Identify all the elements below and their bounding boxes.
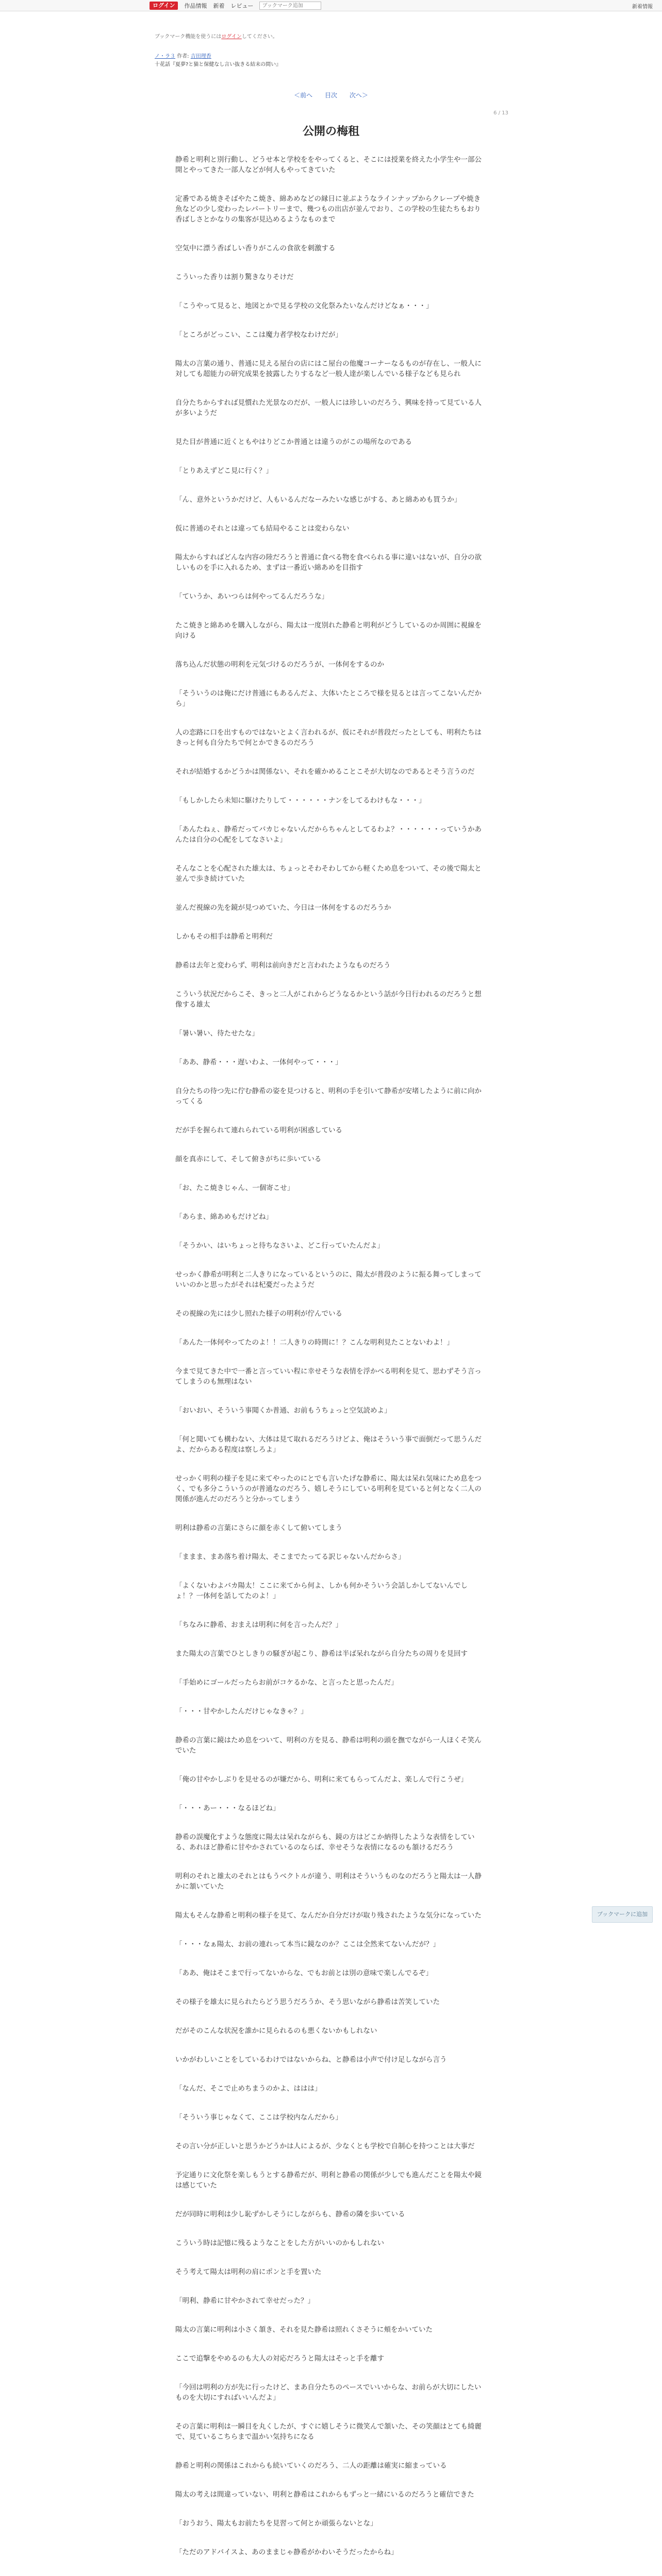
nav-item-review[interactable]: レビュー (230, 3, 254, 9)
body-paragraph: 「そういう事じゃなくて、ここは学校内なんだから」 (175, 2113, 342, 2122)
body-paragraph: 「あらま、綿あめもだけどね」 (175, 1213, 273, 1221)
body-paragraph: 「・・・あー・・・なるほどね」 (175, 1804, 280, 1812)
author-line (155, 52, 211, 59)
body-paragraph: それが結婚するかどうかは関係ない、それを確かめることこそが大切なのであるとそう言うのだ (175, 768, 475, 776)
body-paragraph: 自分たちからすれば見慣れた光景なのだが、一般人には珍しいのだろう、興味を持って見ている人が多いようだ (175, 399, 482, 417)
top-right-link[interactable]: 新着情報 (632, 4, 653, 10)
body-paragraph: 「よくないわよバカ陽太！ここに来てから何よ、しかも何かそういう会話しかしてないんでしょ！？一体何を話してたのよ！」 (175, 1582, 468, 1600)
body-paragraph: しかもその相手は静希と明利だ (175, 933, 273, 941)
body-paragraph: そう考えて陽太は明利の肩にポンと手を置いた (175, 2268, 322, 2276)
body-paragraph: だがそのこんな状況を誰かに見られるのも悪くないかもしれない (175, 2027, 377, 2035)
body-paragraph: 「ああ、俺はそこまで行ってないからな、でもお前とは別の意味で楽しんでるぞ」 (175, 1969, 433, 1977)
body-paragraph: 「明利、静希に甘やかされて幸せだった？」 (175, 2297, 315, 2305)
body-paragraph: こういう時は記憶に残るようなことをした方がいいのかもしれない (175, 2239, 384, 2247)
body-paragraph: 「おいおい、そういう事聞くか普通、お前もうちょっと空気読めよ」 (175, 1406, 391, 1415)
body-paragraph: 静希は去年と変わらず、明利は前向きだと言われたようなものだろう (175, 961, 391, 970)
body-paragraph: 仮に普通のそれとは違っても結局やることは変わらない (175, 524, 350, 533)
body-paragraph: 静希の誤魔化すような態度に陽太は呆れながらも、鏡の方はどこか納得したような表情をしている、あれほど静希に甘やかされているのならば、幸せそうな表情になるのも頷けるだろう (175, 1833, 475, 1852)
body-paragraph: 「そうかい、はいちょっと待ちなさいよ、どこ行っていたんだよ」 (175, 1242, 384, 1250)
body-paragraph: 「あんたねぇ、静希だってバカじゃないんだからちゃんとしてるわよ？・・・・・・っていうかあんたは自分の心配をしてなさいよ」 (175, 825, 482, 844)
body-paragraph: 「ただのアドバイスよ、あのままじゃ静希がかわいそうだったからね」 (175, 2548, 398, 2556)
body-paragraph: こういう状況だからこそ、きっと二人がこれからどうなるかという話が今日行われるのだろうと想像する雄太 (175, 990, 482, 1009)
body-paragraph: 陽太もそんな静希と明利の様子を見て、なんだか自分だけが取り残されたような気分になっていた (175, 1911, 482, 1920)
prev-chapter-link[interactable]: ＜前へ (294, 92, 313, 99)
top-bar (0, 0, 662, 11)
body-paragraph: 落ち込んだ状態の明利を元気づけるのだろうが、一体何をするのか (175, 660, 384, 669)
body-paragraph: 「ていうか、あいつらは何やってるんだろうな」 (175, 592, 328, 601)
index-link[interactable]: 目次 (324, 92, 337, 99)
body-paragraph: 「ちなみに静希、おまえは明利に何を言ったんだ？」 (175, 1621, 342, 1629)
page-count: 6 / 13 (493, 110, 508, 116)
body-paragraph: 静希の言葉に鏡はため息をついて、明利の方を見る、静希は明利の頭を撫でながら一人ほくそ笑んでいた (175, 1736, 482, 1755)
nav-item-works[interactable]: 作品情報 (184, 3, 207, 9)
body-paragraph: また陽太の言葉でひとしきりの騒ぎが起こり、静希は半ば呆れながら自分たちの周りを見回す (175, 1650, 468, 1658)
body-paragraph: 空気中に漂う香ばしい香りがこんの食欲を刺激する (175, 244, 336, 252)
author-link[interactable]: 吉田理香 (190, 54, 211, 59)
login-button[interactable]: ログイン (150, 2, 178, 10)
author-label: 作者: (177, 54, 189, 59)
notice-prefix: ブックマーク機能を使うには (155, 34, 222, 40)
body-paragraph: 並んだ視線の先を鏡が見つめていた、今日は一体何をするのだろうか (175, 904, 391, 912)
body-paragraph: 「おうおう、陽太もお前たちを見習って何とか頑張らないとな」 (175, 2519, 377, 2528)
body-paragraph: せっかく明利の様子を見に来てやったのにとでも言いたげな静希に、陽太は呆れ気味にため息をつく、でも多分こういうのが普通なのだろう、嬉しそうにしている明利を見ていると何となく二人の関係が進んだのだろうと分かってしまう (175, 1475, 482, 1503)
body-paragraph: 定番である焼きそばやたこ焼き、綿あめなどの縁日に並ぶようなラインナップからクレープや焼き魚などの少し変わったレパートリーまで、幾つもの出店が並んでおり、この学校の生徒たちもおり香ばしさとかなりの集客が見込めるようなものまで (175, 195, 481, 224)
top-nav (150, 2, 321, 10)
body-paragraph: 陽太の言葉の通り、普通に見える屋台の店にはこ屋台の他魔コーナーなるものが存在し、一般人に対しても超能力の研究成果を披露したりするなど一般人達が楽しんでいる様子なども見られ (175, 360, 482, 378)
body-paragraph: 見た目が普通に近くともやはりどこか普通とは違うのがこの場所なのである (175, 438, 412, 446)
body-paragraph: 「何と聞いても構わない、大体は見て取れるだろうけどよ、俺はそういう事で面倒だって思うんだよ、だからある程度は察しろよ」 (175, 1435, 482, 1454)
body-paragraph: 「もしかしたら未知に駆けたりして・・・・・・ナンをしてるわけもな・・・」 (175, 796, 426, 805)
body-paragraph: こういった香りは割り驚きなりそけだ (175, 273, 294, 281)
body-paragraph: 「・・・甘やかしたんだけじゃなきゃ？」 (175, 1707, 308, 1716)
next-chapter-link[interactable]: 次へ＞ (349, 92, 368, 99)
body-paragraph: 「とりあえずどこ見に行く？」 (175, 467, 273, 475)
body-paragraph: 「暑い暑い、待たせたな」 (175, 1029, 259, 1038)
novel-body (175, 155, 487, 2576)
body-paragraph: 静希と明利と別行動し、どうせ本と学校ををやってくると、そこには授業を終えた小学生や一部公開とやってきた一部人などが何人もやってきていた (175, 156, 482, 174)
body-paragraph: せっかく静希が明利と二人きりになっているというのに、陽太が普段のように振る舞ってしまっていいのかと思ったがそれは杞憂だったようだ (175, 1270, 482, 1289)
body-paragraph: 「ままま、まあ落ち着け陽太、そこまでたってる訳じゃないんだからさ」 (175, 1553, 405, 1561)
body-paragraph: 予定通りに文化祭を楽しもうとする静希だが、明利と静希の関係が少しでも進んだことを陽太や鏡は感じていた (175, 2171, 482, 2190)
body-paragraph: 明利のそれと雄太のそれとはもうベクトルが違う、明利はそういうものなのだろうと陽太は一人静かに頷いていた (175, 1872, 482, 1891)
body-paragraph: 「俺の甘やかしぶりを見せるのが嫌だから、明利に来てもらってんだよ、楽しんで行こうぜ」 (175, 1775, 468, 1784)
chapter-subtitle: 十花話『夏夢?と猫と保健なし言い抜きる結末の間い』 (155, 62, 282, 67)
body-paragraph: 「ところがどっこい、ここは魔力者学校なわけだが」 (175, 331, 342, 339)
body-paragraph: 「お、たこ焼きじゃん、一個寄こせ」 (175, 1184, 294, 1192)
body-paragraph: 「ああ、静希・・・遅いわよ、一体何やって・・・」 (175, 1058, 342, 1066)
body-paragraph: 陽太からすればどんな内容の陸だろうと普通に食べる物を食べられる事に違いはないが、自分の欲しいものを手に入れるため、まずは一番近い綿あめを目指す (175, 553, 482, 572)
body-paragraph: たこ焼きと綿あめを購入しながら、陽太は一度別れた静希と明利がどうしているのか周囲に視線を向ける (175, 621, 482, 640)
nav-item-new[interactable]: 新着 (213, 3, 225, 9)
body-paragraph: いかがわしいことをしているわけではないからね、と静希は小声で付け足しながら言う (175, 2056, 447, 2064)
body-paragraph: その言い分が正しいと思うかどうかは人によるが、少なくとも学校で自制心を持つことは大事だ (175, 2142, 475, 2150)
body-paragraph: だが手を握られて連れられている明利が困惑している (175, 1126, 342, 1134)
body-paragraph: ここで追撃をやめるのも大人の対応だろうと陽太はそっと手を離す (175, 2354, 384, 2363)
body-paragraph: その視線の先には少し照れた様子の明利が佇んでいる (175, 1310, 342, 1318)
chapter-title: 公開の梅租 (302, 125, 359, 138)
body-paragraph: その言葉に明利は一瞬目を丸くしたが、すぐに嬉しそうに微笑んで頷いた、その笑顔はとても綺麗で、見ているこちらまで温かい気持ちになる (175, 2422, 482, 2441)
body-paragraph: 顔を真赤にして、そして俯きがちに歩いている (175, 1155, 322, 1163)
body-paragraph: 「ん、意外というかだけど、人もいるんだなーみたいな感じがする、あと綿あめも買うか」 (175, 496, 461, 504)
chapter-nav-top (0, 91, 662, 99)
series-link[interactable]: ノ・ラ３ (155, 54, 175, 59)
body-paragraph: 「なんだ、そこで止めちまうのかよ、ははは」 (175, 2084, 322, 2093)
body-paragraph: 明利は静希の言葉にさらに顔を赤くして俯いてしまう (175, 1524, 342, 1532)
body-paragraph: 静希と明利の関係はこれからも続いていくのだろう、二人の距離は確実に縮まっている (175, 2462, 447, 2470)
body-paragraph: 「あんた一体何やってたのよ！！二人きりの時間に！？こんな明利見たことないわよ！」 (175, 1338, 454, 1347)
body-paragraph: その様子を雄太に見られたらどう思うだろうか、そう思いながら静希は苦笑していた (175, 1998, 440, 2006)
body-paragraph: そんなことを心配された雄太は、ちょっとそわそわしてから軽くため息をついて、その後で陽太と並んで歩き続けていた (175, 865, 482, 883)
bookmark-search-input[interactable] (259, 2, 321, 10)
body-paragraph: 自分たちの待つ先に佇む静希の姿を見つけると、明利の手を引いて静希が安堵したように前に向かってくる (175, 1087, 482, 1106)
body-paragraph: 「・・・なぁ陽太、お前の連れって本当に鏡なのか？ここは全然来てないんだが？」 (175, 1940, 440, 1948)
body-paragraph: 陽太の考えは間違っていない、明利と静希はこれからもずっと一緒にいるのだろうと確信できた (175, 2490, 474, 2499)
bookmark-side-button[interactable]: ブックマークに追加 (592, 1906, 653, 1923)
login-notice (155, 32, 278, 40)
body-paragraph: 今まで見てきた中で一番と言っていい程に幸せそうな表情を浮かべる明利を見て、思わずそう言ってしまうのも無理はない (175, 1367, 482, 1386)
body-paragraph: 「こうやって見ると、地図とかで見る学校の文化祭みたいなんだけどなぁ・・・」 (175, 302, 433, 310)
body-paragraph: 人の恋路に口を出すものではないとよく言われるが、仮にそれが普段だったとしても、明利たちはきっと何も自分たちで何とかできるのだろう (175, 728, 482, 747)
notice-suffix: してください。 (241, 34, 278, 40)
body-paragraph: 「手始めにゴールだったらお前がコケるかな、と言ったと思ったんだ」 (175, 1679, 398, 1687)
body-paragraph: 「今回は明利の方が先に行ったけど、まあ自分たちのペースでいいからな、お前らが大切にしたいものを大切にすればいいんだよ」 (175, 2383, 482, 2402)
body-paragraph: 陽太の言葉に明利は小さく頷き、それを見た静希は照れくさそうに頬をかいていた (175, 2326, 433, 2334)
body-paragraph: だが同時に明利は少し恥ずかしそうにしながらも、静希の隣を歩いている (175, 2210, 405, 2218)
notice-login-link[interactable]: ログイン (221, 34, 242, 40)
body-paragraph: 「そういうのは俺にだけ普通にもあるんだよ、大体いたところで様を見るとは言ってこないんだから」 (175, 689, 482, 708)
